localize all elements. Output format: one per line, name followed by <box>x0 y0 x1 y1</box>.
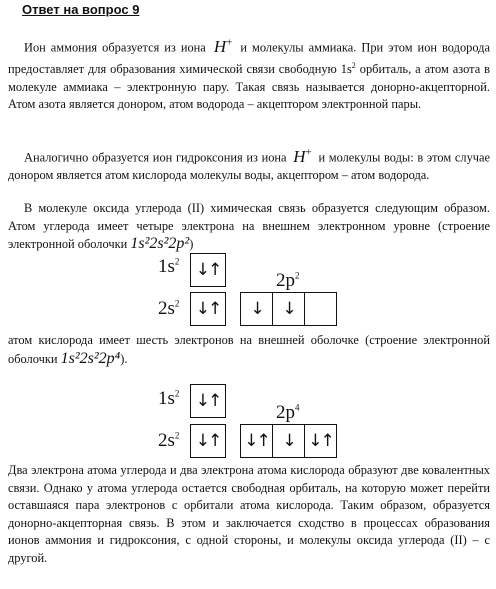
label-2s-carbon: $2s^2$ <box>158 298 180 319</box>
label-2p-carbon: $2p^2$ <box>276 270 300 291</box>
h-ion-formula: H+ <box>213 36 233 56</box>
orbital-cell-2p-3-o: ↓↑ <box>304 424 337 458</box>
p2-text-a: Аналогично образуется ион гидроксония из иона <box>24 150 287 165</box>
h-ion-formula-2: H+ <box>293 146 312 166</box>
orbital-cell-2p-2: ↓ <box>272 292 305 326</box>
orbital-cell-1s: ↓↑ <box>190 253 226 287</box>
orbital-cell-2p-2-o: ↓ <box>272 424 305 458</box>
paragraph-carbon-monoxide: В молекуле оксида углерода (II) химическая связь образуется следующим образом. Атом углерода имеет четыре электрона на внешнем электронном уровне (строение электронной оболочки 1s²2s²2p²) <box>8 201 490 252</box>
paragraph-hydroxonium <box>8 144 490 185</box>
p1-text-a: Ион аммония образуется из иона <box>24 40 206 55</box>
carbon-config-formula: 1s²2s²2p² <box>130 235 190 252</box>
orbital-cell-2s-o: ↓↑ <box>190 424 226 458</box>
page-title: Ответ на вопрос 9 <box>22 2 140 17</box>
orbital-cell-2s: ↓↑ <box>190 292 226 326</box>
orbital-cell-2p-3 <box>304 292 337 326</box>
p1-text-b: и молекулы аммиака. При этом ион водорода предоставляет для образования химической связи свободную 1s <box>8 40 490 77</box>
orbital-cell-2p-1-o: ↓↑ <box>240 424 273 458</box>
orbital-cell-2p-1: ↓ <box>240 292 273 326</box>
oxygen-config-formula: 1s²2s²2p⁴ <box>60 349 121 367</box>
p3-text: В молекуле оксида углерода (II) химическая связь образуется следующим образом. Атом углерода имеет четыре электрона на внешнем электронном уровне (строение электронной оболочки <box>8 201 490 251</box>
paragraph-conclusion: Два электрона атома углерода и два электрона атома кислорода образуют две ковалентных связи. Однако у атома углерода остается свободная орбиталь, на которую может перейти оставшаяся пара электронов с орбитали атома кислорода. Таким образом, образуется донорно-акцепторная связь. В этом и заключается сходство в процессах образования ионов аммония и гидроксония, с одной стороны, и молекулы оксида углерода (II) – с другой. <box>8 463 490 565</box>
orbital-cell-1s-o: ↓↑ <box>190 384 226 418</box>
label-1s-oxygen: $1s^2$ <box>158 388 180 409</box>
label-1s-carbon: $1s^2$ <box>158 256 180 277</box>
paragraph-ammonium: Ион аммония образуется из иона H+ и молекулы аммиака. При этом ион водорода предоставляет для образования химической связи свободную $1s^2$ орбиталь, а атом азота в молекуле аммиака – электронную пару. Такая связь называется донорно-акцепторной. Атом азота является донором, атом водорода – акцептором электронной пары. <box>8 36 491 112</box>
label-2s-oxygen: $2s^2$ <box>158 430 180 451</box>
p2-text-b: и молекулы воды: в этом случае донором является атом кислорода молекулы воды, акцептором – атом водорода. <box>8 150 491 183</box>
paragraph-oxygen: атом кислорода имеет шесть электронов на внешней оболочке (строение электронной оболочки 1s²2s²2p⁴). <box>8 333 490 367</box>
p1-text-c: орбиталь, а атом азота в молекуле аммиака – электронную пару. Такая связь называется донорно-акцепторной. Атом азота является донором, атом водорода – акцептором электронной пары. <box>8 62 491 112</box>
label-2p-oxygen: $2p^4$ <box>276 402 300 423</box>
p4-text: атом кислорода имеет шесть электронов на внешней оболочке (строение электронной оболочки <box>8 333 490 366</box>
